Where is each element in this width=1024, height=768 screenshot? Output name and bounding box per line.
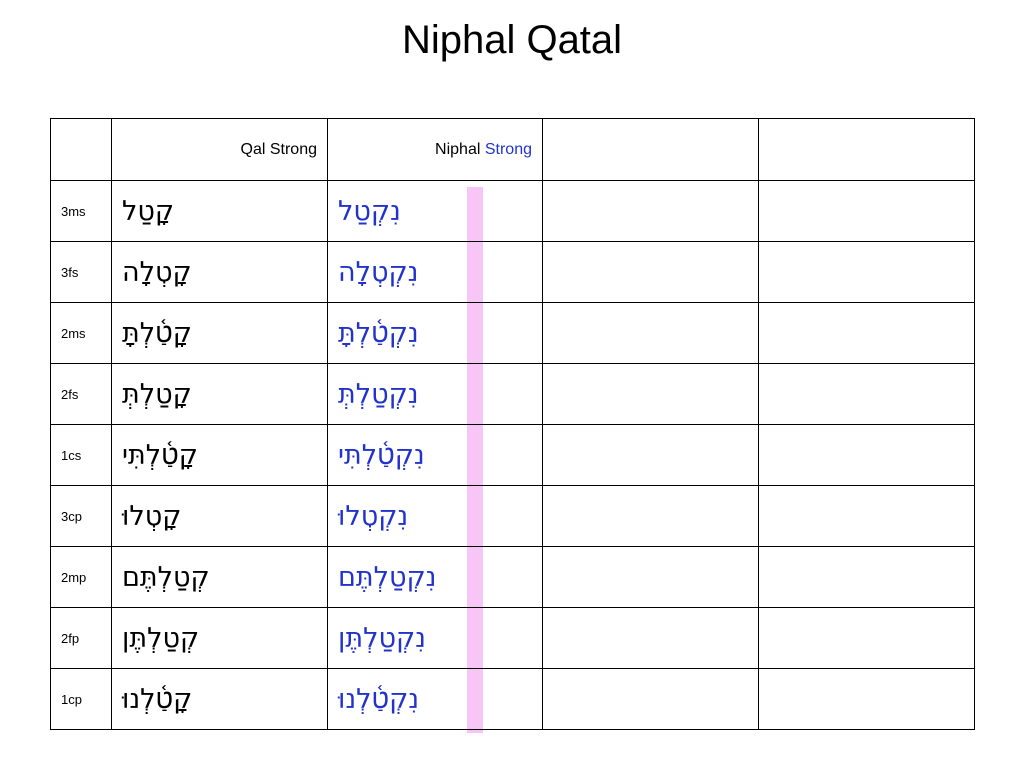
niphal-form: נִקְטַ֫לְתָּ xyxy=(338,317,419,349)
qal-strong-header xyxy=(112,119,328,181)
qal-form: קָטַ֫לְתִּי xyxy=(122,439,198,471)
niphal-form-cell xyxy=(328,486,543,547)
niphal-form: נִקְטַלְתֶּם xyxy=(338,561,437,593)
empty-cell xyxy=(759,486,975,547)
table-row xyxy=(51,242,975,303)
qal-strong-header-label: Qal Strong xyxy=(240,140,317,158)
empty-cell xyxy=(759,425,975,486)
niphal-form: נִקְטְלוּ xyxy=(338,500,409,532)
pgn-label: 2fp xyxy=(51,608,112,669)
qal-form-cell xyxy=(112,547,328,608)
header-row xyxy=(51,119,975,181)
pgn-label: 3fs xyxy=(51,242,112,303)
empty-cell xyxy=(759,364,975,425)
niphal-form-cell xyxy=(328,303,543,364)
empty-cell xyxy=(543,303,759,364)
niphal-form: נִקְטְלָה xyxy=(338,256,419,288)
niphal-form: נִקְטַלְתֶּן xyxy=(338,622,426,654)
table-row xyxy=(51,303,975,364)
niphal-form-cell xyxy=(328,608,543,669)
qal-form-cell xyxy=(112,669,328,730)
empty-cell xyxy=(759,669,975,730)
niphal-form-cell xyxy=(328,242,543,303)
niphal-header-label: Niphal xyxy=(435,140,481,158)
qal-form-cell xyxy=(112,425,328,486)
empty-cell xyxy=(543,486,759,547)
pgn-label: 3ms xyxy=(51,181,112,242)
qal-form: קָטְלוּ xyxy=(122,500,182,532)
empty-cell xyxy=(543,364,759,425)
pgn-label: 2ms xyxy=(51,303,112,364)
empty-cell xyxy=(543,547,759,608)
niphal-form: נִקְטַ֫לְנוּ xyxy=(338,683,420,715)
qal-form: קָטַ֫לְנוּ xyxy=(122,683,193,715)
niphal-strong-header xyxy=(328,119,543,181)
empty-cell xyxy=(543,608,759,669)
table-row xyxy=(51,547,975,608)
qal-form: קָטַל xyxy=(122,195,175,227)
pgn-label: 1cs xyxy=(51,425,112,486)
empty-cell xyxy=(759,303,975,364)
qal-form-cell xyxy=(112,364,328,425)
table-row xyxy=(51,364,975,425)
niphal-form-cell xyxy=(328,547,543,608)
empty-header-col4 xyxy=(759,119,975,181)
empty-cell xyxy=(759,547,975,608)
qal-form: קְטַלְתֶּן xyxy=(122,622,200,654)
table-row xyxy=(51,181,975,242)
table-row xyxy=(51,425,975,486)
qal-form: קָטַלְתְּ xyxy=(122,378,192,410)
empty-cell xyxy=(543,425,759,486)
qal-form-cell xyxy=(112,181,328,242)
table-row xyxy=(51,608,975,669)
niphal-form-cell xyxy=(328,669,543,730)
niphal-form-cell xyxy=(328,181,543,242)
empty-cell xyxy=(543,181,759,242)
niphal-form-cell xyxy=(328,364,543,425)
strong-header-accent: Strong xyxy=(484,140,532,158)
qal-form: קָטְלָה xyxy=(122,256,192,288)
empty-cell xyxy=(759,608,975,669)
table-row xyxy=(51,669,975,730)
qal-form-cell xyxy=(112,486,328,547)
empty-cell xyxy=(759,181,975,242)
qal-form-cell xyxy=(112,303,328,364)
pgn-label: 2mp xyxy=(51,547,112,608)
table-row xyxy=(51,486,975,547)
pgn-label: 1cp xyxy=(51,669,112,730)
qal-form-cell xyxy=(112,608,328,669)
empty-cell xyxy=(543,669,759,730)
niphal-form: נִקְטַ֫לְתִּי xyxy=(338,439,425,471)
pgn-label: 3cp xyxy=(51,486,112,547)
empty-cell xyxy=(759,242,975,303)
qal-form-cell xyxy=(112,242,328,303)
page-title: Niphal Qatal xyxy=(401,18,623,62)
qal-form: קְטַלְתֶּם xyxy=(122,561,210,593)
empty-cell xyxy=(543,242,759,303)
corner-cell xyxy=(51,119,112,181)
niphal-form: נִקְטַלְתְּ xyxy=(338,378,419,410)
niphal-form-cell xyxy=(328,425,543,486)
paradigm-table xyxy=(50,118,975,730)
pgn-label: 2fs xyxy=(51,364,112,425)
empty-header-col3 xyxy=(543,119,759,181)
niphal-form: נִקְטַל xyxy=(338,195,401,227)
qal-form: קָטַ֫לְתָּ xyxy=(122,317,192,349)
